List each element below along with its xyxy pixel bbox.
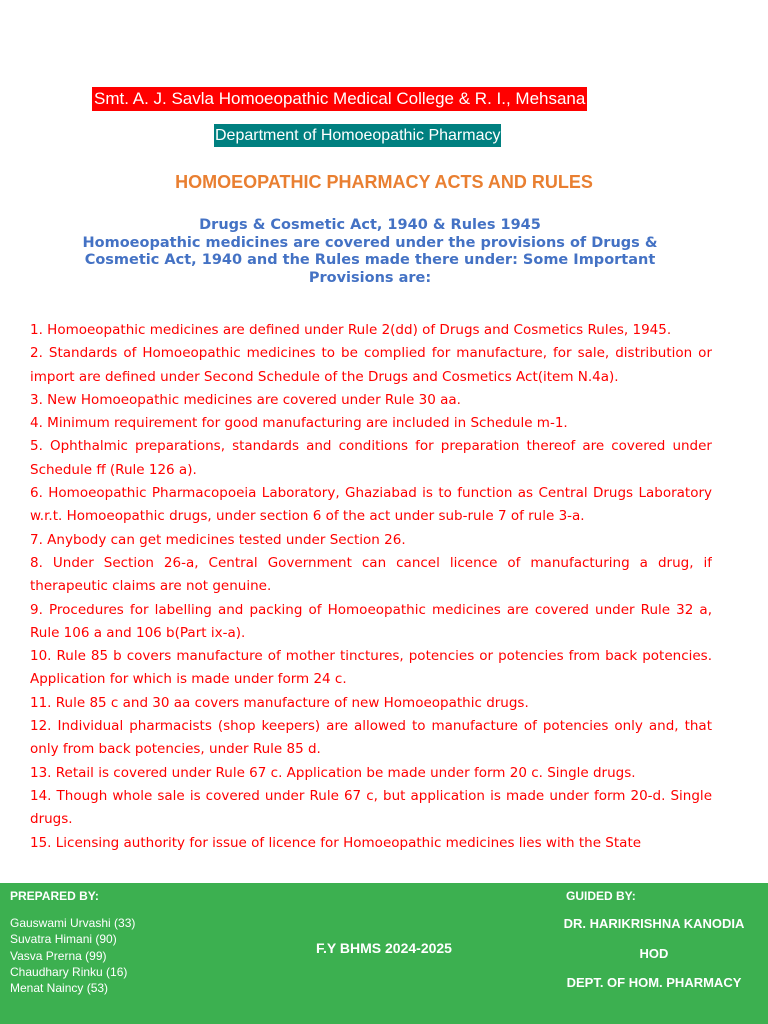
rule-item: 13. Retail is covered under Rule 67 c. Application be made under form 20 c. Single drugs. bbox=[30, 764, 636, 781]
rule-item: 15. Licensing authority for issue of licence for Homoeopathic medicines lies with the State bbox=[30, 834, 642, 851]
course-year: F.Y BHMS 2024-2025 bbox=[316, 940, 452, 956]
subheading-line: Drugs & Cosmetic Act, 1940 & Rules 1945 bbox=[199, 217, 541, 233]
rule-item: 12. Individual pharmacists (shop keepers) are allowed to manufacture of potencies only and, that only from back potencies, under Rule 85 d. bbox=[30, 718, 712, 758]
student-name: Vasva Prerna (99) bbox=[10, 948, 107, 963]
guided-by-label: GUIDED BY: bbox=[566, 889, 636, 903]
guide-department: DEPT. OF HOM. PHARMACY bbox=[566, 975, 742, 990]
rule-item: 9. Procedures for labelling and packing of Homoeopathic medicines are covered under Rule 32 a, Rule 106 a and 106 b(Part ix-a). bbox=[30, 601, 712, 641]
guide-name: DR. HARIKRISHNA KANODIA bbox=[563, 916, 745, 931]
student-name: Gauswami Urvashi (33) bbox=[10, 916, 136, 930]
subheading-line: Cosmetic Act, 1940 and the Rules made there under: Some Important bbox=[84, 252, 656, 268]
rule-item: 8. Under Section 26-a, Central Government can cancel licence of manufacturing a drug, if therapeutic claims are not genuine. bbox=[30, 554, 712, 595]
rule-item: 11. Rule 85 c and 30 aa covers manufacture of new Homoeopathic drugs. bbox=[30, 694, 529, 711]
rules-list bbox=[30, 319, 712, 862]
subheading-line: Homoeopathic medicines are covered under the provisions of Drugs & bbox=[82, 234, 658, 251]
rule-item: 6. Homoeopathic Pharmacopoeia Laboratory, Ghaziabad is to function as Central Drugs Laboratory w.r.t. Homoeopathic drugs, under section 6 of the act under sub-rule 7 of rule 3-a. bbox=[30, 485, 712, 525]
guide-role: HOD bbox=[639, 945, 669, 961]
rule-item: 4. Minimum requirement for good manufacturing are included in Schedule m-1. bbox=[30, 415, 568, 432]
rule-item: 5. Ophthalmic preparations, standards and conditions for preparation thereof are covered under Schedule ff (Rule 126 a). bbox=[30, 438, 712, 478]
guide-info bbox=[556, 909, 752, 998]
student-name: Chaudhary Rinku (16) bbox=[10, 964, 128, 979]
rule-item: 1. Homoeopathic medicines are defined under Rule 2(dd) of Drugs and Cosmetics Rules, 1945. bbox=[30, 322, 672, 338]
department-name: Department of Homoeopathic Pharmacy bbox=[214, 124, 501, 147]
college-name: Smt. A. J. Savla Homoeopathic Medical College & R. I., Mehsana bbox=[92, 87, 587, 111]
rule-item: 10. Rule 85 b covers manufacture of mother tinctures, potencies or potencies from back potencies. Application for which is made under form 24 c. bbox=[30, 648, 712, 688]
rule-item: 14. Though whole sale is covered under Rule 67 c, but application is made under form 20-d. Single drugs. bbox=[30, 787, 712, 828]
footer-bar bbox=[0, 883, 768, 1024]
rule-item: 2. Standards of Homoeopathic medicines to be complied for manufacture, for sale, distribution or import are defined under Second Schedule of the Drugs and Cosmetics Act(item N.4a). bbox=[30, 345, 712, 385]
subheading bbox=[40, 217, 700, 287]
student-name: Menat Naincy (53) bbox=[10, 981, 109, 996]
student-name: Suvatra Himani (90) bbox=[10, 932, 117, 947]
rule-item: 3. New Homoeopathic medicines are covered under Rule 30 aa. bbox=[30, 391, 461, 408]
subheading-line: Provisions are: bbox=[308, 269, 432, 286]
page-title: HOMOEOPATHIC PHARMACY ACTS AND RULES bbox=[175, 172, 593, 192]
rule-item: 7. Anybody can get medicines tested under Section 26. bbox=[30, 531, 406, 548]
prepared-by-label: PREPARED BY: bbox=[10, 889, 99, 903]
